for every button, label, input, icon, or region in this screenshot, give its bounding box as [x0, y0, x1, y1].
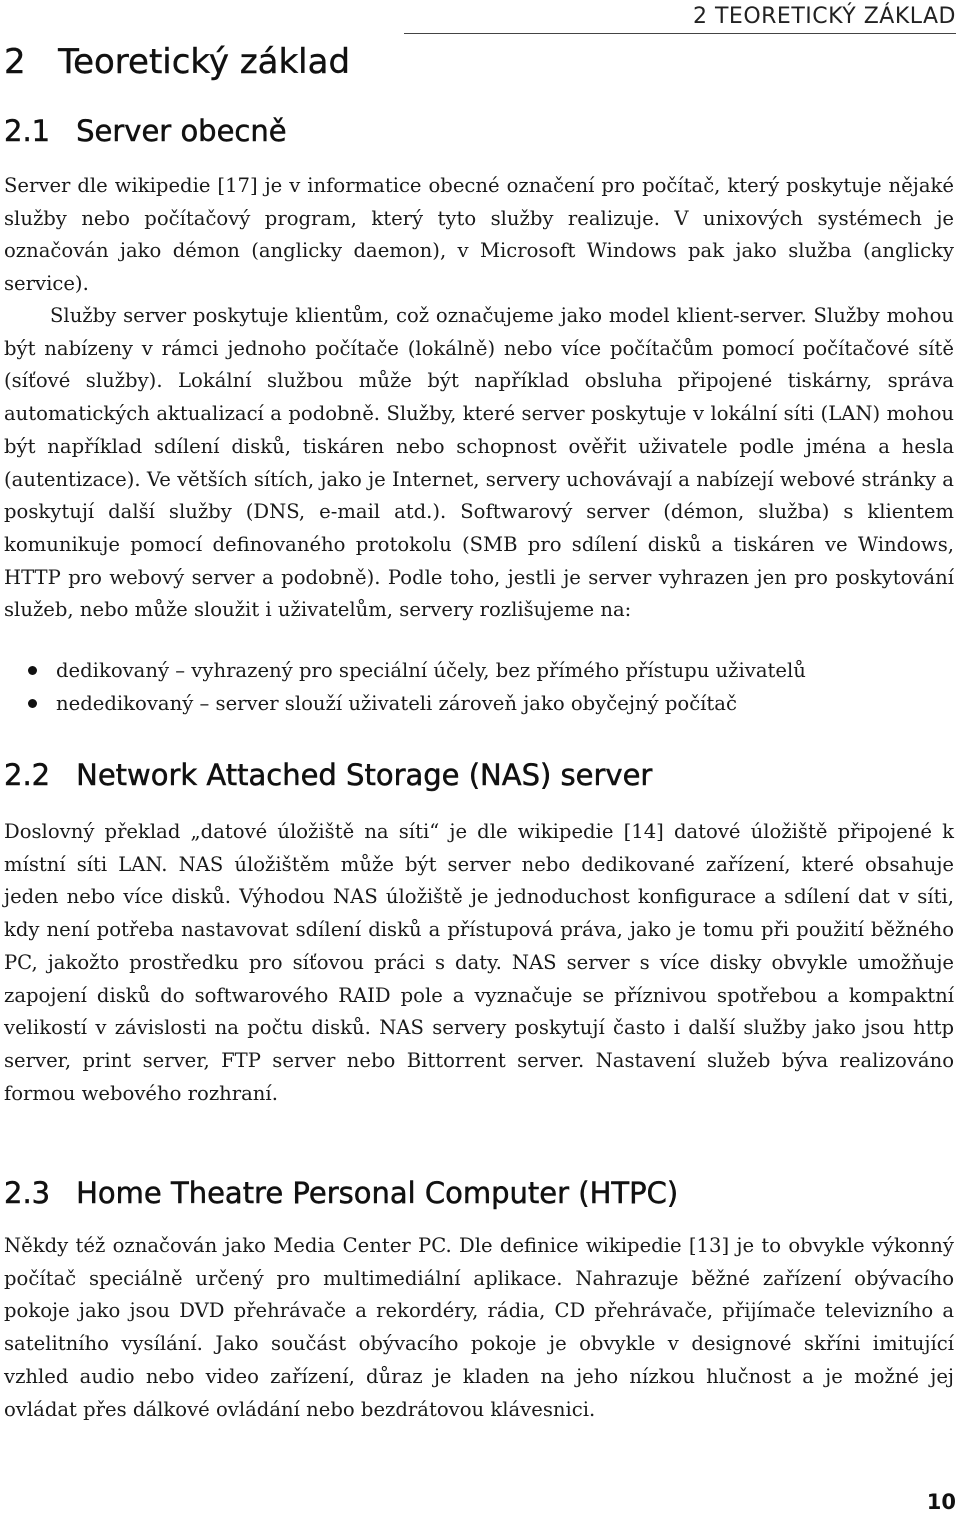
- section-title-server-obecne: [4, 114, 287, 148]
- section-number: 2.1: [4, 114, 51, 148]
- list-item-text: dedikovaný – vyhrazený pro speciální účely, bez přímého přístupu uživatelů: [56, 659, 806, 682]
- page-number: 10: [926, 1490, 956, 1514]
- header-rule: [404, 33, 956, 34]
- section-title-text: Server obecně: [76, 114, 287, 148]
- running-head: 2 TEORETICKÝ ZÁKLAD: [693, 4, 956, 29]
- chapter-title: [4, 42, 350, 82]
- section-title-htpc: [4, 1176, 678, 1210]
- list-item-text: nededikovaný – server slouží uživateli zároveň jako obyčejný počítač: [56, 692, 737, 715]
- section-title-text: Network Attached Storage (NAS) server: [76, 758, 653, 792]
- paragraph: Někdy též označován jako Media Center PC. Dle definice wikipedie [13] je to obvykle výkonný počítač speciálně určený pro multimediální aplikace. Nahrazuje běžné zařízení obývacího pokoje jako jsou DVD přehrávače a rekordéry, rádia, CD přehrávače, přijímače televizního a satelitního vysílání. Jako součást obývacího pokoje je obvykle v designové skříni imitující vzhled audio nebo video zařízení, důraz je kladen na jeho nízkou hlučnost a je možné jej ovládat přes dálkové ovládání nebo bezdrátovou klávesnici.: [4, 1234, 954, 1421]
- section-number: 2.3: [4, 1176, 51, 1210]
- section-title-text: Home Theatre Personal Computer (HTPC): [76, 1176, 679, 1210]
- chapter-title-text: Teoretický základ: [58, 42, 351, 82]
- bullet-icon: [28, 666, 37, 675]
- section-title-nas: [4, 758, 652, 792]
- paragraph: Server dle wikipedie [17] je v informatice obecné označení pro počítač, který poskytuje nějaké služby nebo počítačový program, který tyto služby realizuje. V unixových systémech je označován jako démon (anglicky daemon), v Microsoft Windows pak jako služba (anglicky service).: [4, 174, 954, 296]
- chapter-number: 2: [4, 42, 26, 82]
- list-item: [4, 687, 954, 720]
- section-number: 2.2: [4, 758, 51, 792]
- bullet-icon: [28, 699, 37, 708]
- bullet-list: [4, 654, 954, 720]
- paragraph: Služby server poskytuje klientům, což označujeme jako model klient-server. Služby mohou být nabízeny v rámci jednoho počítače (lokálně) nebo více počítačům pomocí počítačové sítě (síťové služby). Lokální službou může být například obsluha připojené tiskárny, správa automatických aktualizací a podobně. Služby, které server poskytuje v lokální síti (LAN) mohou být například sdílení disků, tiskáren nebo schopnost ověřit uživatele podle jména a hesla (autentizace). Ve větších sítích, jako je Internet, servery uchovávají a nabízejí webové stránky a poskytují další služby (DNS, e-mail atd.). Softwarový server (démon, služba) s klientem komunikuje pomocí definovaného protokolu (SMB pro sdílení disků a tiskáren ve Windows, HTTP pro webový server a podobně). Podle toho, jestli je server vyhrazen jen pro poskytování služeb, nebo může sloužit i uživatelům, servery rozlišujeme na:: [4, 304, 954, 622]
- paragraph: Doslovný překlad „datové úložiště na síti“ je dle wikipedie [14] datové úložiště připojené k místní síti LAN. NAS úložištěm může být server nebo dedikované zařízení, které obsahuje jeden nebo více disků. Výhodou NAS úložiště je jednoduchost konfigurace a sdílení dat v síti, kdy není potřeba nastavovat sdílení disků a přístupová práva, jako je tomu při použití běžného PC, jakožto prostředku pro síťovou práci s daty. NAS server s více disky obvykle umožňuje zapojení disků do softwarového RAID pole a vyznačuje se příznivou spotřebou a kompaktní velikostí v závislosti na počtu disků. NAS servery poskytují často i další služby jako jsou http server, print server, FTP server nebo Bittorrent server. Nastavení služeb býva realizováno formou webového rozhraní.: [4, 820, 954, 1105]
- list-item: [4, 654, 954, 687]
